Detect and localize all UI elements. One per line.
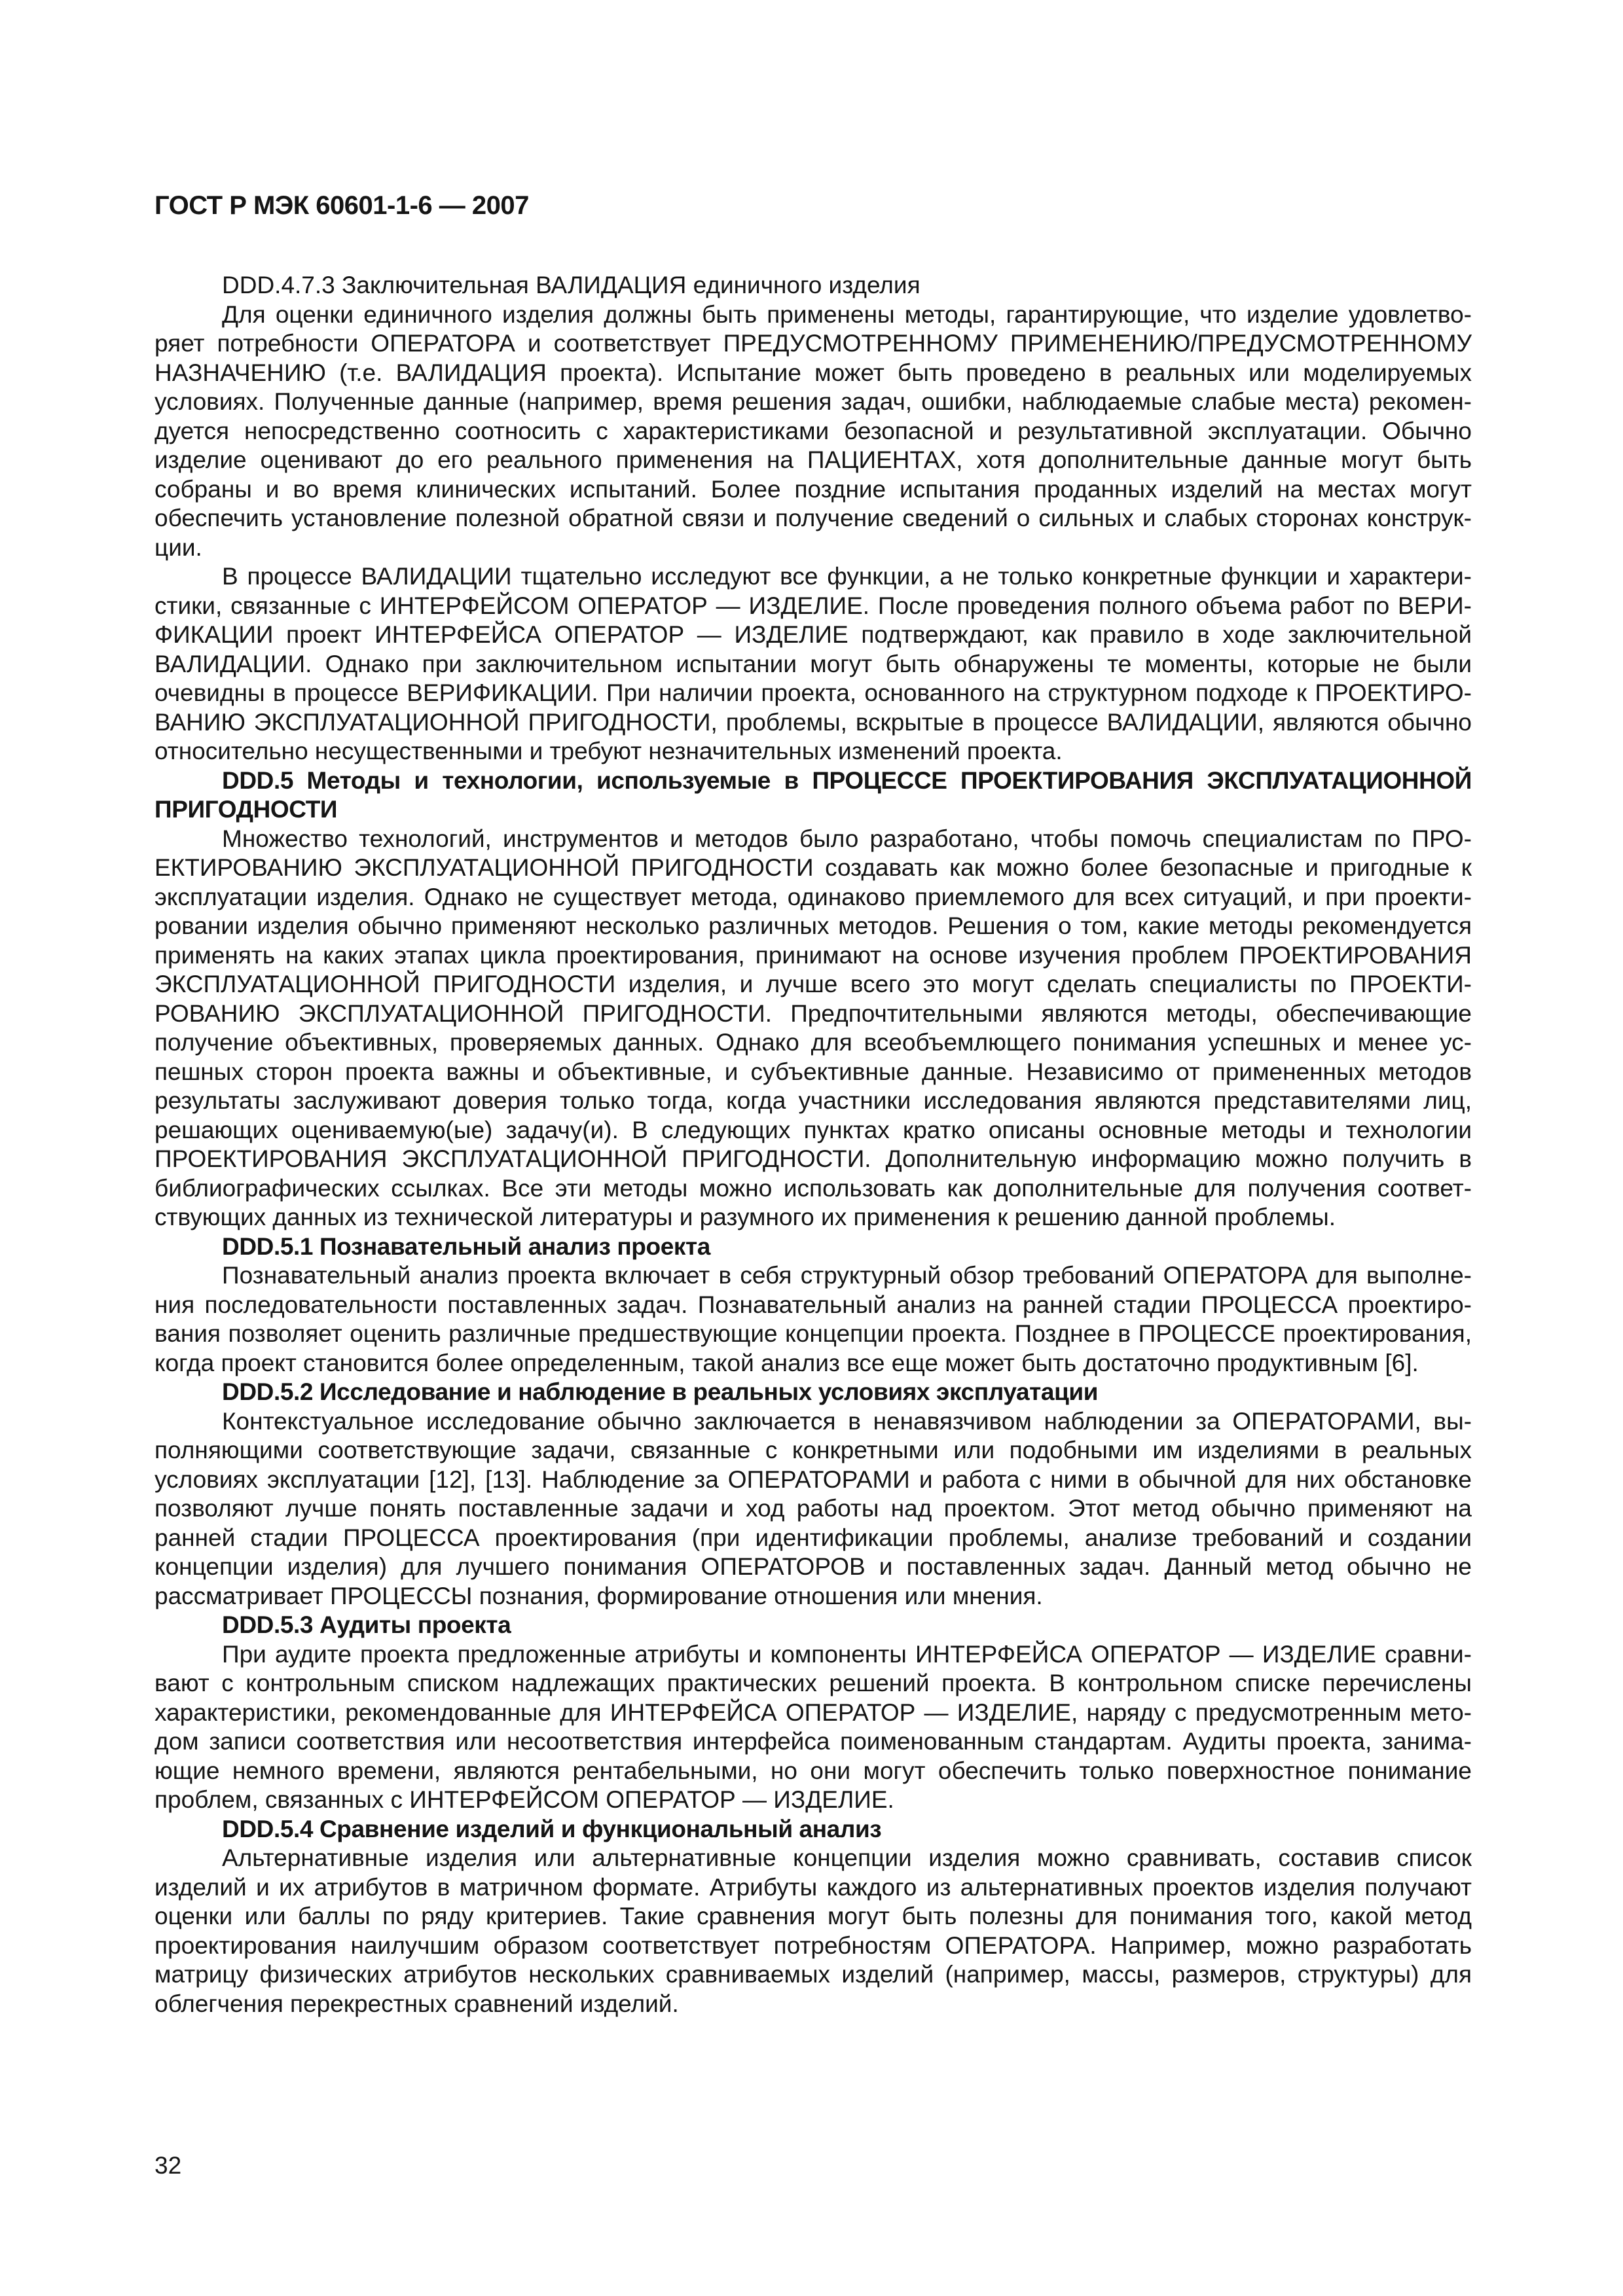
body-paragraph: Для оценки единичного изделия должны быть применены методы, гарантирующие, что изделие удовлетворяет потребности ОПЕРАТОРА и соответствует ПРЕДУСМОТРЕННОМУ ПРИМЕНЕНИЮ/ПРЕДУСМОТРЕННОМУ НАЗНАЧЕНИЮ (т.е. ВАЛИДАЦИЯ проекта). Испытание может быть проведено в реальных или моделируемых условиях. Полученные данные (например, время решения задач, ошибки, наблюдаемые слабые места) рекомендуется непосредственно соотносить с характеристиками безопасной и результативной эксплуатации. Обычно изделие оценивают до его реального применения на ПАЦИЕНТАХ, хотя дополнительные данные могут быть собраны и во время клинических испытаний. Более поздние испытания проданных изделий на местах могут обеспечить установление полезной обратной связи и получение сведений о сильных и слабых сторонах конструкции. bbox=[155, 300, 1472, 561]
section-heading: DDD.5.3 Аудиты проекта bbox=[222, 1611, 511, 1638]
page-number: 32 bbox=[155, 2152, 182, 2179]
standard-header: ГОСТ Р МЭК 60601-1-6 — 2007 bbox=[155, 191, 529, 220]
section-heading: DDD.5 Методы и технологии, используемые в ПРОЦЕССЕ ПРОЕКТИРОВАНИЯ ЭКСПЛУАТАЦИОННОЙ ПРИГОДНОСТИ bbox=[155, 766, 1472, 823]
page-content bbox=[155, 271, 1472, 2018]
body-paragraph: Множество технологий, инструментов и методов было разработано, чтобы помочь специалистам по ПРОЕКТИРОВАНИЮ ЭКСПЛУАТАЦИОННОЙ ПРИГОДНОСТИ создавать как можно более безопасные и пригодные к эксплуатации изделия. Однако не существует метода, одинаково приемлемого для всех ситуаций, и при проектировании изделия обычно применяют несколько различных методов. Решения о том, какие методы рекомендуется применять на каких этапах цикла проектирования, принимают на основе изучения проблем ПРОЕКТИРОВАНИЯ ЭКСПЛУАТАЦИОННОЙ ПРИГОДНОСТИ изделия, и лучше всего это могут сделать специалисты по ПРОЕКТИРОВАНИЮ ЭКСПЛУАТАЦИОННОЙ ПРИГОДНОСТИ. Предпочтительными являются методы, обеспечивающие получение объективных, проверяемых данных. Однако для всеобъемлющего понимания успешных и менее успешных сторон проекта важны и объективные, и субъективные данные. Независимо от примененных методов результаты заслуживают доверия только тогда, когда участники исследования являются представителями лиц, решающих оцениваемую(ые) задачу(и). В следующих пунктах кратко описаны основные методы и технологии ПРОЕКТИРОВАНИЯ ЭКСПЛУАТАЦИОННОЙ ПРИГОДНОСТИ. Дополнительную информацию можно получить в библиографических ссылках. Все эти методы можно использовать как дополнительные для получения соответствующих данных из технической литературы и разумного их применения к решению данной проблемы. bbox=[155, 825, 1472, 1230]
section-heading: DDD.5.2 Исследование и наблюдение в реальных условиях эксплуатации bbox=[222, 1378, 1099, 1405]
body-paragraph: В процессе ВАЛИДАЦИИ тщательно исследуют все функции, а не только конкретные функции и характеристики, связанные с ИНТЕРФЕЙСОМ ОПЕРАТОР — ИЗДЕЛИЕ. После проведения полного объема работ по ВЕРИФИКАЦИИ проект ИНТЕРФЕЙСА ОПЕРАТОР — ИЗДЕЛИЕ подтверждают, как правило в ходе заключительной ВАЛИДАЦИИ. Однако при заключительном испытании могут быть обнаружены те моменты, которые не были очевидны в процессе ВЕРИФИКАЦИИ. При наличии проекта, основанного на структурном подходе к ПРОЕКТИРОВАНИЮ ЭКСПЛУАТАЦИОННОЙ ПРИГОДНОСТИ, проблемы, вскрытые в процессе ВАЛИДАЦИИ, являются обычно относительно несущественными и требуют незначительных изменений проекта. bbox=[155, 563, 1472, 764]
body-paragraph: При аудите проекта предложенные атрибуты и компоненты ИНТЕРФЕЙСА ОПЕРАТОР — ИЗДЕЛИЕ сравнивают с контрольным списком надлежащих практических решений проекта. В контрольном списке перечислены характеристики, рекомендованные для ИНТЕРФЕЙСА ОПЕРАТОР — ИЗДЕЛИЕ, наряду с предусмотренным методом записи соответствия или несоответствия интерфейса поименованным стандартам. Аудиты проекта, занимающие немного времени, являются рентабельными, но они могут обеспечить только поверхностное понимание проблем, связанных с ИНТЕРФЕЙСОМ ОПЕРАТОР — ИЗДЕЛИЕ. bbox=[155, 1640, 1472, 1813]
section-heading: DDD.5.4 Сравнение изделий и функциональный анализ bbox=[222, 1815, 882, 1842]
section-title: DDD.4.7.3 Заключительная ВАЛИДАЦИЯ единичного изделия bbox=[222, 272, 921, 298]
body-paragraph: Познавательный анализ проекта включает в себя структурный обзор требований ОПЕРАТОРА для выполнения последовательности поставленных задач. Познавательный анализ на ранней стадии ПРОЦЕССА проектирования позволяет оценить различные предшествующие концепции проекта. Позднее в ПРОЦЕССЕ проектирования, когда проект становится более определенным, такой анализ все еще может быть достаточно продуктивным [6]. bbox=[155, 1262, 1472, 1376]
body-paragraph: Контекстуальное исследование обычно заключается в ненавязчивом наблюдении за ОПЕРАТОРАМИ, выполняющими соответствующие задачи, связанные с конкретными или подобными им изделиями в реальных условиях эксплуатации [12], [13]. Наблюдение за ОПЕРАТОРАМИ и работа с ними в обычной для них обстановке позволяют лучше понять поставленные задачи и ход работы над проектом. Этот метод обычно применяют на ранней стадии ПРОЦЕССА проектирования (при идентификации проблемы, анализе требований и создании концепции изделия) для лучшего понимания ОПЕРАТОРОВ и поставленных задач. Данный метод обычно не рассматривает ПРОЦЕССЫ познания, формирование отношения или мнения. bbox=[155, 1407, 1472, 1609]
section-heading: DDD.5.1 Познавательный анализ проекта bbox=[222, 1232, 710, 1260]
body-paragraph: Альтернативные изделия или альтернативные концепции изделия можно сравнивать, составив список изделий и их атрибутов в матричном формате. Атрибуты каждого из альтернативных проектов изделия получают оценки или баллы по ряду критериев. Такие сравнения могут быть полезны для понимания того, какой метод проектирования наилучшим образом соответствует потребностям ОПЕРАТОРА. Например, можно разработать матрицу физических атрибутов нескольких сравниваемых изделий (например, массы, размеров, структуры) для облегчения перекрестных сравнений изделий. bbox=[155, 1844, 1472, 2017]
